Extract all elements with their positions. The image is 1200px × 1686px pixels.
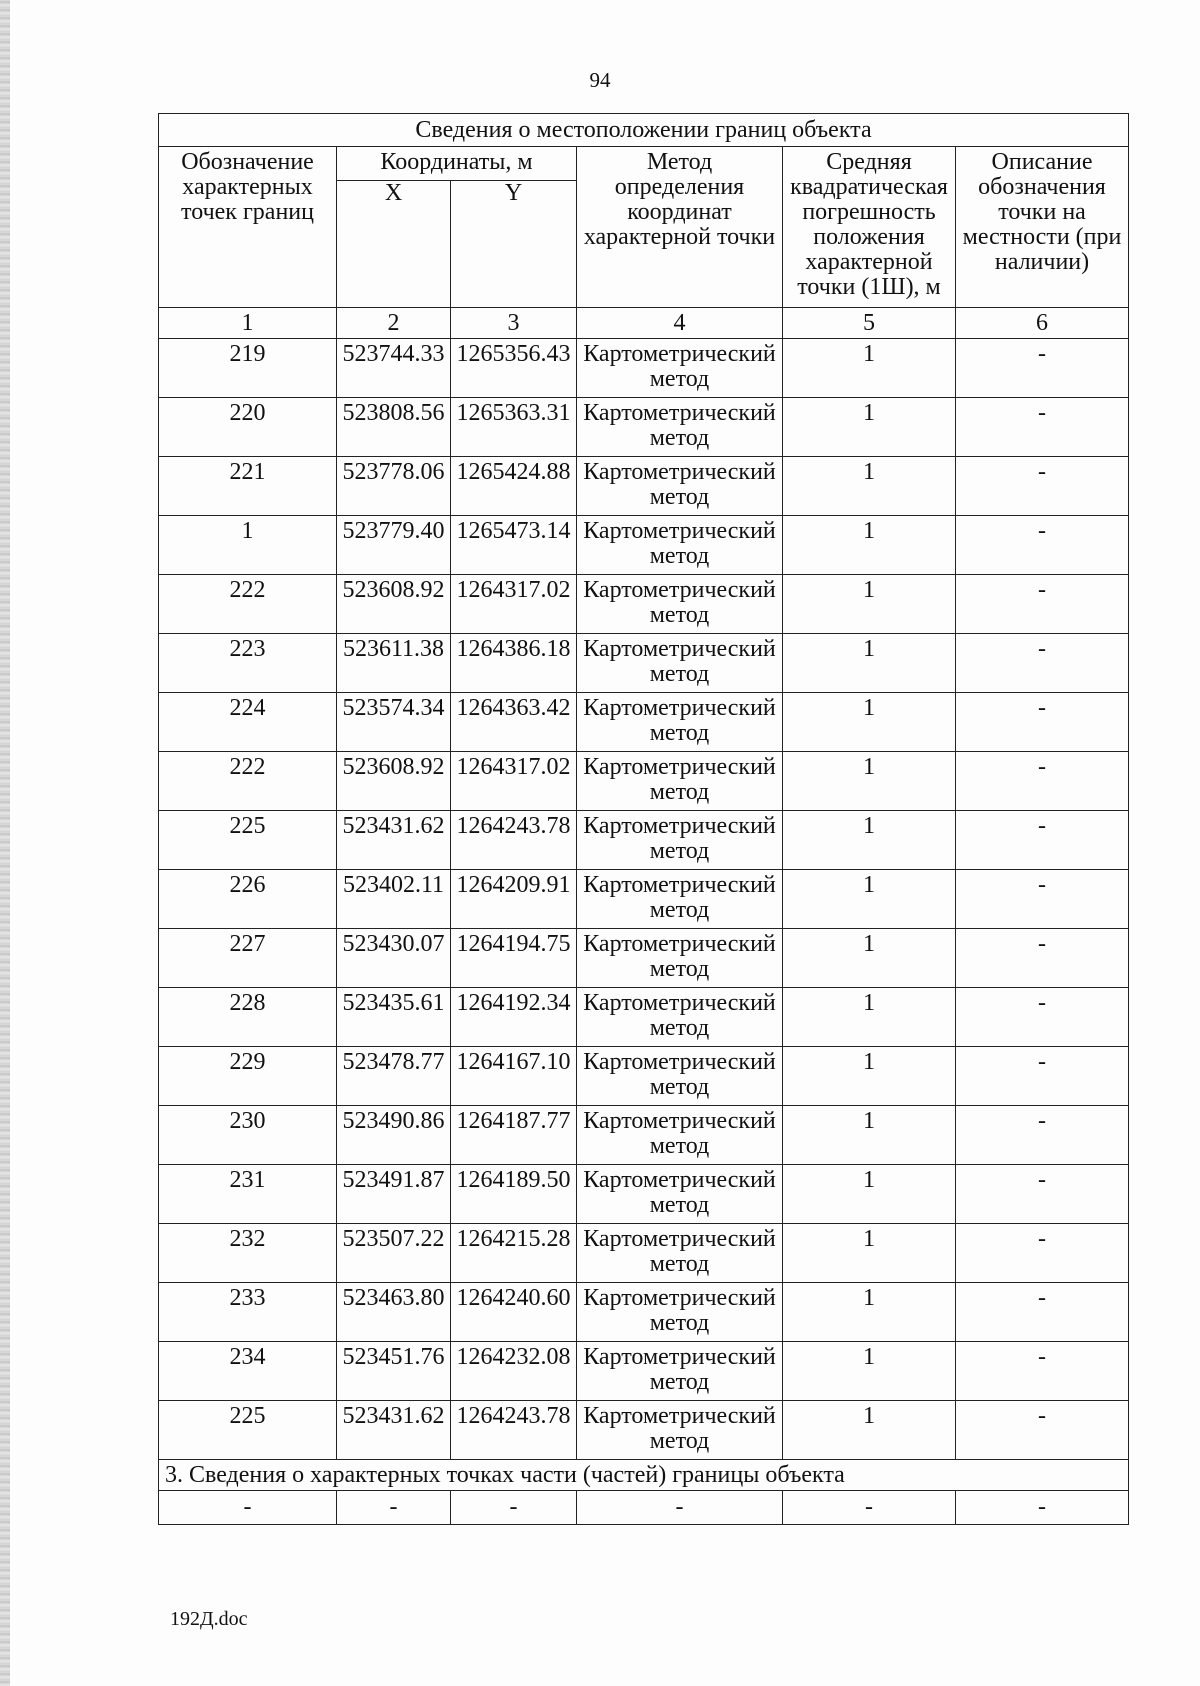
cell-point: 225 xyxy=(159,811,337,870)
cell-method: Картометрический метод xyxy=(577,988,783,1047)
table-row xyxy=(159,457,1129,516)
cell-x: 523478.77 xyxy=(337,1047,451,1106)
table-row xyxy=(159,1401,1129,1460)
cell-error: 1 xyxy=(783,457,956,516)
table-row xyxy=(159,398,1129,457)
cell-x: 523451.76 xyxy=(337,1342,451,1401)
cell-description: - xyxy=(956,929,1129,988)
cell-x: 523779.40 xyxy=(337,516,451,575)
cell-point: 232 xyxy=(159,1224,337,1283)
cell-y: 1264363.42 xyxy=(451,693,577,752)
boundary-coordinates-table xyxy=(158,113,1129,1525)
cell-method: Картометрический метод xyxy=(577,693,783,752)
scan-edge xyxy=(0,0,10,1686)
cell-description: - xyxy=(956,575,1129,634)
cell-error: 1 xyxy=(783,870,956,929)
cell-point: 225 xyxy=(159,1401,337,1460)
cell-y: 1264167.10 xyxy=(451,1047,577,1106)
cell-description: - xyxy=(956,811,1129,870)
cell-y: 1264317.02 xyxy=(451,752,577,811)
cell-y: 1264243.78 xyxy=(451,811,577,870)
cell-error: 1 xyxy=(783,752,956,811)
cell-point: 224 xyxy=(159,693,337,752)
cell-error: 1 xyxy=(783,1401,956,1460)
header-error: Средняя квадратическая погрешность положения характерной точки (1Ш), м xyxy=(783,147,956,308)
table-row xyxy=(159,1047,1129,1106)
cell-method: Картометрический метод xyxy=(577,575,783,634)
cell-method: Картометрический метод xyxy=(577,1401,783,1460)
cell-y: 1264240.60 xyxy=(451,1283,577,1342)
cell-y: 1264243.78 xyxy=(451,1401,577,1460)
cell-point: 223 xyxy=(159,634,337,693)
table-body xyxy=(159,114,1129,1525)
section-empty-cell: - xyxy=(783,1491,956,1525)
cell-error: 1 xyxy=(783,339,956,398)
cell-method: Картометрический метод xyxy=(577,1165,783,1224)
table-row xyxy=(159,634,1129,693)
cell-point: 220 xyxy=(159,398,337,457)
cell-x: 523507.22 xyxy=(337,1224,451,1283)
header-method: Метод определения координат характерной точки xyxy=(577,147,783,308)
cell-x: 523611.38 xyxy=(337,634,451,693)
column-numbers-row xyxy=(159,308,1129,339)
cell-point: 231 xyxy=(159,1165,337,1224)
footer-filename: 192Д.doc xyxy=(170,1608,248,1630)
cell-description: - xyxy=(956,870,1129,929)
cell-point: 230 xyxy=(159,1106,337,1165)
cell-description: - xyxy=(956,1106,1129,1165)
cell-x: 523574.34 xyxy=(337,693,451,752)
header-row xyxy=(159,147,1129,181)
column-number: 1 xyxy=(159,308,337,339)
header-x: X xyxy=(337,181,451,308)
column-number: 3 xyxy=(451,308,577,339)
table-row xyxy=(159,1224,1129,1283)
cell-description: - xyxy=(956,634,1129,693)
cell-x: 523808.56 xyxy=(337,398,451,457)
table-row xyxy=(159,1283,1129,1342)
cell-error: 1 xyxy=(783,634,956,693)
header-designation: Обозначение характерных точек границ xyxy=(159,147,337,308)
cell-error: 1 xyxy=(783,1106,956,1165)
table-row xyxy=(159,870,1129,929)
cell-method: Картометрический метод xyxy=(577,339,783,398)
cell-y: 1264386.18 xyxy=(451,634,577,693)
table-row xyxy=(159,811,1129,870)
cell-method: Картометрический метод xyxy=(577,870,783,929)
cell-description: - xyxy=(956,1165,1129,1224)
cell-point: 234 xyxy=(159,1342,337,1401)
cell-method: Картометрический метод xyxy=(577,1283,783,1342)
cell-x: 523402.11 xyxy=(337,870,451,929)
table-row xyxy=(159,516,1129,575)
cell-point: 228 xyxy=(159,988,337,1047)
cell-method: Картометрический метод xyxy=(577,929,783,988)
cell-x: 523608.92 xyxy=(337,752,451,811)
header-description: Описание обозначения точки на местности (при наличии) xyxy=(956,147,1129,308)
cell-x: 523491.87 xyxy=(337,1165,451,1224)
cell-method: Картометрический метод xyxy=(577,1106,783,1165)
cell-point: 227 xyxy=(159,929,337,988)
cell-method: Картометрический метод xyxy=(577,752,783,811)
cell-error: 1 xyxy=(783,1165,956,1224)
column-number: 4 xyxy=(577,308,783,339)
table-row xyxy=(159,575,1129,634)
table-row xyxy=(159,1106,1129,1165)
cell-description: - xyxy=(956,1047,1129,1106)
cell-y: 1265424.88 xyxy=(451,457,577,516)
column-number: 6 xyxy=(956,308,1129,339)
table-row xyxy=(159,752,1129,811)
cell-error: 1 xyxy=(783,693,956,752)
cell-method: Картометрический метод xyxy=(577,1342,783,1401)
cell-method: Картометрический метод xyxy=(577,398,783,457)
cell-error: 1 xyxy=(783,988,956,1047)
table-row xyxy=(159,1165,1129,1224)
cell-description: - xyxy=(956,457,1129,516)
cell-point: 226 xyxy=(159,870,337,929)
header-coordinates: Координаты, м xyxy=(337,147,577,181)
section-empty-cell: - xyxy=(451,1491,577,1525)
cell-method: Картометрический метод xyxy=(577,457,783,516)
cell-method: Картометрический метод xyxy=(577,516,783,575)
cell-y: 1264215.28 xyxy=(451,1224,577,1283)
cell-method: Картометрический метод xyxy=(577,634,783,693)
cell-point: 1 xyxy=(159,516,337,575)
cell-point: 219 xyxy=(159,339,337,398)
section-empty-cell: - xyxy=(577,1491,783,1525)
cell-y: 1264194.75 xyxy=(451,929,577,988)
table-row xyxy=(159,929,1129,988)
cell-point: 229 xyxy=(159,1047,337,1106)
cell-error: 1 xyxy=(783,929,956,988)
table-title-row xyxy=(159,114,1129,147)
cell-point: 222 xyxy=(159,752,337,811)
cell-y: 1264317.02 xyxy=(451,575,577,634)
cell-description: - xyxy=(956,1401,1129,1460)
section-empty-cell: - xyxy=(159,1491,337,1525)
table-title: Сведения о местоположении границ объекта xyxy=(159,114,1129,147)
cell-y: 1264232.08 xyxy=(451,1342,577,1401)
cell-error: 1 xyxy=(783,1047,956,1106)
cell-x: 523490.86 xyxy=(337,1106,451,1165)
section-empty-cell: - xyxy=(337,1491,451,1525)
cell-description: - xyxy=(956,988,1129,1047)
cell-method: Картометрический метод xyxy=(577,1224,783,1283)
cell-point: 221 xyxy=(159,457,337,516)
cell-error: 1 xyxy=(783,1224,956,1283)
cell-error: 1 xyxy=(783,398,956,457)
table-row xyxy=(159,693,1129,752)
cell-y: 1264209.91 xyxy=(451,870,577,929)
cell-error: 1 xyxy=(783,516,956,575)
cell-x: 523430.07 xyxy=(337,929,451,988)
page-number: 94 xyxy=(589,68,611,92)
cell-error: 1 xyxy=(783,1342,956,1401)
cell-description: - xyxy=(956,1283,1129,1342)
section-title: 3. Сведения о характерных точках части (частей) границы объекта xyxy=(159,1460,1129,1491)
table-row xyxy=(159,339,1129,398)
cell-description: - xyxy=(956,693,1129,752)
cell-description: - xyxy=(956,398,1129,457)
table-row xyxy=(159,1342,1129,1401)
cell-y: 1264189.50 xyxy=(451,1165,577,1224)
cell-description: - xyxy=(956,1342,1129,1401)
column-number: 2 xyxy=(337,308,451,339)
cell-x: 523608.92 xyxy=(337,575,451,634)
cell-x: 523431.62 xyxy=(337,1401,451,1460)
cell-x: 523435.61 xyxy=(337,988,451,1047)
cell-description: - xyxy=(956,752,1129,811)
section-title-row xyxy=(159,1460,1129,1491)
section-empty-row xyxy=(159,1491,1129,1525)
cell-x: 523463.80 xyxy=(337,1283,451,1342)
header-y: Y xyxy=(451,181,577,308)
table-row xyxy=(159,988,1129,1047)
column-number: 5 xyxy=(783,308,956,339)
cell-x: 523778.06 xyxy=(337,457,451,516)
cell-method: Картометрический метод xyxy=(577,811,783,870)
cell-y: 1264187.77 xyxy=(451,1106,577,1165)
section-empty-cell: - xyxy=(956,1491,1129,1525)
cell-error: 1 xyxy=(783,811,956,870)
cell-error: 1 xyxy=(783,575,956,634)
cell-y: 1265473.14 xyxy=(451,516,577,575)
cell-error: 1 xyxy=(783,1283,956,1342)
cell-method: Картометрический метод xyxy=(577,1047,783,1106)
cell-x: 523744.33 xyxy=(337,339,451,398)
cell-y: 1265356.43 xyxy=(451,339,577,398)
cell-point: 222 xyxy=(159,575,337,634)
cell-y: 1264192.34 xyxy=(451,988,577,1047)
cell-description: - xyxy=(956,339,1129,398)
cell-description: - xyxy=(956,516,1129,575)
cell-x: 523431.62 xyxy=(337,811,451,870)
cell-y: 1265363.31 xyxy=(451,398,577,457)
cell-point: 233 xyxy=(159,1283,337,1342)
cell-description: - xyxy=(956,1224,1129,1283)
